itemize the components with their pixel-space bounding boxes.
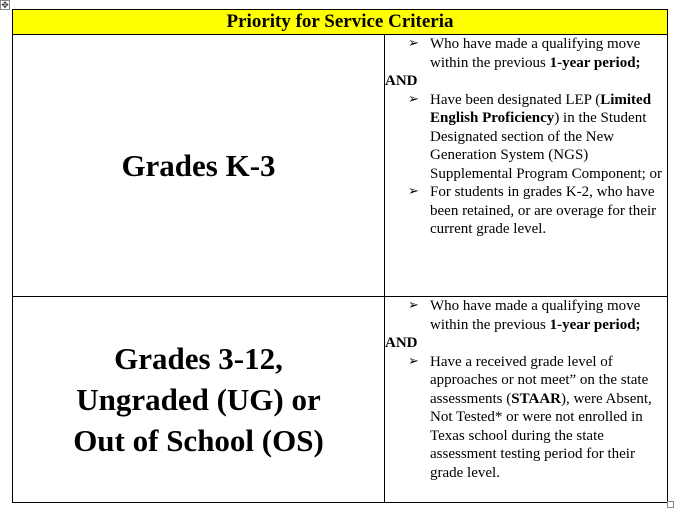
grade-cell [13, 297, 385, 503]
grade-label: Out of School (OS) [73, 423, 324, 458]
list-item [385, 353, 667, 483]
criteria-list [385, 35, 667, 72]
table-header: Priority for Service Criteria [13, 10, 668, 35]
criteria-text: Who have made a qualifying move within the previous [430, 298, 641, 333]
grade-cell [13, 35, 385, 297]
criteria-text: Have been designated LEP ( [430, 91, 601, 108]
move-icon: ✥ [1, 0, 9, 10]
criteria-text: Who have made a qualifying move within the previous [430, 36, 641, 71]
criteria-bold-text: Limited English Proficiency [430, 91, 652, 126]
criteria-text: Have a received grade level of approaches or not meet” on the state assessments ( [430, 353, 649, 407]
table-resize-handle[interactable] [667, 501, 674, 508]
criteria-bold-text: 1-year period; [549, 54, 641, 71]
criteria-text: For students in grades K-2, who have been retained, or are overage for their current grade level. [430, 184, 657, 237]
header-row [13, 10, 668, 35]
table-move-handle[interactable] [0, 0, 10, 10]
arrow-bullet-icon: ➢ [408, 184, 419, 199]
criteria-list [385, 297, 667, 334]
criteria-list [385, 91, 667, 239]
criteria-cell [385, 297, 668, 503]
criteria-text: ), were Absent, Not Tested* or were not enrolled in Texas school during the state assessment testing period for their grade level. [430, 390, 652, 481]
criteria-text: ) in the Student Designated section of the New Generation System (NGS) Supplemental Program Component; or [430, 110, 663, 182]
criteria-cell [385, 35, 668, 297]
grade-label: Grades 3-12, [114, 341, 283, 376]
table-row [13, 35, 668, 297]
list-item [385, 35, 667, 72]
grade-label: Grades K-3 [121, 147, 276, 183]
arrow-bullet-icon: ➢ [408, 353, 419, 369]
criteria-bold-text: 1-year period; [549, 316, 641, 333]
arrow-bullet-icon: ➢ [408, 91, 419, 107]
arrow-bullet-icon: ➢ [408, 298, 419, 313]
grade-label: Ungraded (UG) or [76, 382, 321, 417]
criteria-bold-text: STAAR [511, 390, 561, 407]
priority-criteria-table [12, 9, 668, 503]
arrow-bullet-icon: ➢ [408, 36, 419, 51]
and-label: AND [385, 335, 418, 351]
list-item [385, 91, 667, 184]
table-row [13, 297, 668, 503]
and-label: AND [385, 73, 418, 89]
criteria-list [385, 353, 667, 483]
list-item [385, 297, 667, 334]
list-item [385, 183, 667, 239]
